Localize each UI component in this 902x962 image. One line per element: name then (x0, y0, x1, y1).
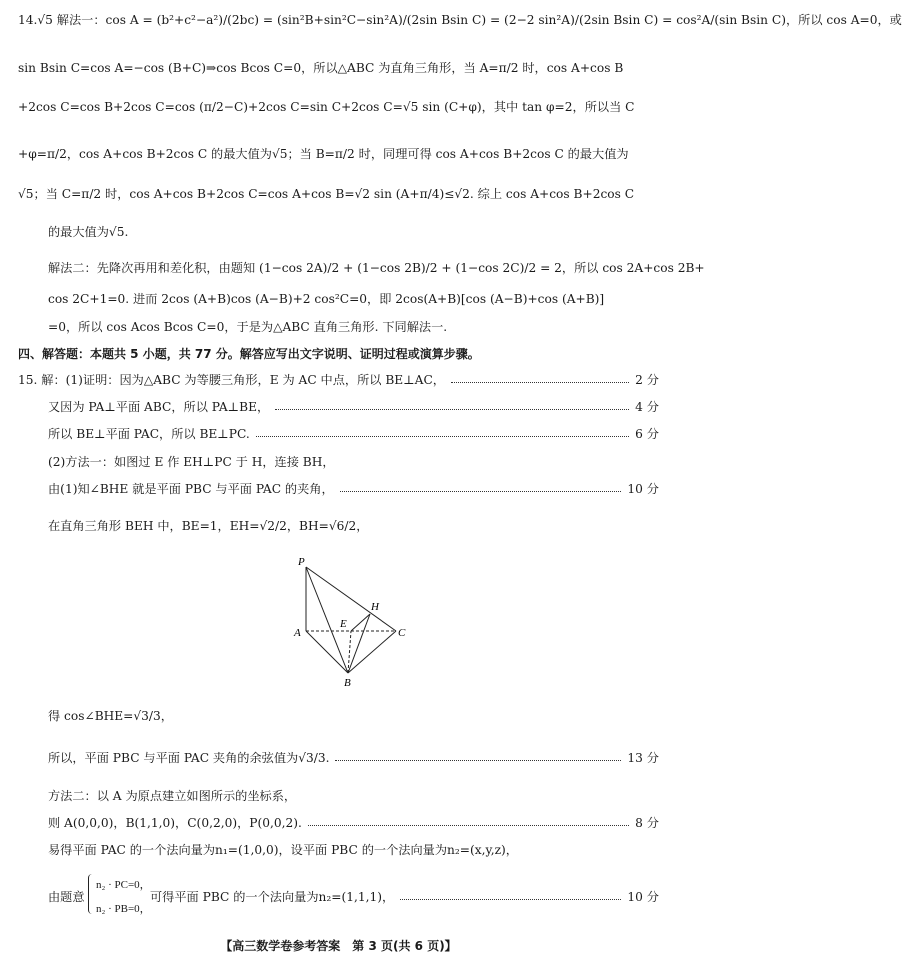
pyramid-figure (288, 553, 418, 689)
q14-line-5: √5；当 C=π/2 时，cos A+cos B+2cos C=cos A+cos B=√2 sin (A+π/4)≤√2. 综上 cos A+cos B+2cos C (18, 187, 635, 201)
q14-line-1: 14.√5 解法一：cos A = (b²+c²−a²)/(2bc) = (sin²B+sin²C−sin²A)/(2sin Bsin C) = (2−2 sin²A)/(2sin Bsin C) = cos²A/(sin Bsin C)，所以 cos A=0，或 (18, 13, 902, 27)
eq-pc: n₂ · PC=0， (96, 879, 151, 891)
q15-step-9: 方法二：以 A 为原点建立如图所示的坐标系， (48, 789, 297, 803)
q15-step-3 (48, 428, 659, 440)
q15-step-1 (18, 374, 659, 386)
q15-step-3-score: 6 分 (635, 427, 659, 441)
label-C: C (398, 627, 406, 639)
leader-dots (275, 409, 629, 410)
q15-step-12 (150, 891, 659, 903)
section-header: 四、解答题：本题共 5 小题，共 77 分。解答应写出文字说明、证明过程或演算步骤。 (18, 347, 480, 361)
q15-step-2-text: 又因为 PA⊥平面 ABC，所以 PA⊥BE， (48, 400, 270, 414)
q15-step-11: 易得平面 PAC 的一个法向量为n₁=(1,0,0)，设平面 PBC 的一个法向量为n₂=(x,y,z)， (48, 843, 518, 857)
leader-dots (335, 760, 621, 761)
q15-step-6: 在直角三角形 BEH 中，BE=1，EH=√2/2，BH=√6/2， (48, 519, 369, 533)
q14-line-9: =0，所以 cos Acos Bcos C=0，于是为△ABC 直角三角形. 下同解法一. (48, 320, 448, 334)
q15-step-5 (48, 483, 659, 495)
page-footer: 【高三数学卷参考答案 第 3 页(共 6 页)】 (220, 939, 457, 953)
q15-step-3-text: 所以 BE⊥平面 PAC，所以 BE⊥PC. (48, 427, 250, 441)
q15-step-2 (48, 401, 659, 413)
q15-step-4: (2)方法一：如图过 E 作 EH⊥PC 于 H，连接 BH， (48, 455, 335, 469)
eq-pb: n₂ · PB=0， (96, 903, 151, 915)
label-H: H (371, 601, 379, 613)
q15-step-10-score: 8 分 (635, 816, 659, 830)
q15-step-12-text: 可得平面 PBC 的一个法向量为n₂=(1,1,1)， (150, 890, 395, 904)
q15-step-12-lead: 由题意 (48, 890, 85, 904)
leader-dots (340, 491, 622, 492)
label-E: E (340, 618, 347, 630)
label-B: B (344, 677, 351, 689)
q15-step-8-text: 所以，平面 PBC 与平面 PAC 夹角的余弦值为√3/3. (48, 751, 330, 765)
q14-line-3: +2cos C=cos B+2cos C=cos (π/2−C)+2cos C=sin C+2cos C=√5 sin (C+φ)，其中 tan φ=2，所以当 C (18, 100, 635, 114)
q15-step-1-text: 15. 解：(1)证明：因为△ABC 为等腰三角形，E 为 AC 中点，所以 BE⊥AC， (18, 373, 445, 387)
leader-dots (400, 899, 621, 900)
q14-line-8: cos 2C+1=0. 进而 2cos (A+B)cos (A−B)+2 cos²C=0，即 2cos(A+B)[cos (A−B)+cos (A+B)] (48, 292, 605, 306)
q14-line-2: sin Bsin C=cos A=−cos (B+C)⇒cos Bcos C=0，所以△ABC 为直角三角形，当 A=π/2 时，cos A+cos B (18, 61, 624, 75)
q15-step-5-text: 由(1)知∠BHE 就是平面 PBC 与平面 PAC 的夹角， (48, 482, 334, 496)
label-P: P (298, 556, 305, 568)
leader-dots (451, 382, 629, 383)
brace (88, 874, 95, 914)
q15-step-10 (48, 817, 659, 829)
q14-line-7: 解法二：先降次再用和差化积，由题知 (1−cos 2A)/2 + (1−cos 2B)/2 + (1−cos 2C)/2 = 2，所以 cos 2A+cos 2B+ (48, 261, 705, 275)
q15-step-8 (48, 752, 659, 764)
q15-step-5-score: 10 分 (627, 482, 659, 496)
q14-line-4: +φ=π/2，cos A+cos B+2cos C 的最大值为√5；当 B=π/2 时，同理可得 cos A+cos B+2cos C 的最大值为 (18, 147, 629, 161)
q15-step-7: 得 cos∠BHE=√3/3， (48, 709, 173, 723)
leader-dots (308, 825, 629, 826)
label-A: A (294, 627, 301, 639)
q15-step-1-score: 2 分 (635, 373, 659, 387)
q15-step-2-score: 4 分 (635, 400, 659, 414)
q15-step-12-score: 10 分 (627, 890, 659, 904)
q14-line-6: 的最大值为√5. (48, 225, 129, 239)
q15-step-8-score: 13 分 (627, 751, 659, 765)
q15-step-10-text: 则 A(0,0,0)，B(1,1,0)，C(0,2,0)，P(0,0,2). (48, 816, 302, 830)
leader-dots (256, 436, 629, 437)
